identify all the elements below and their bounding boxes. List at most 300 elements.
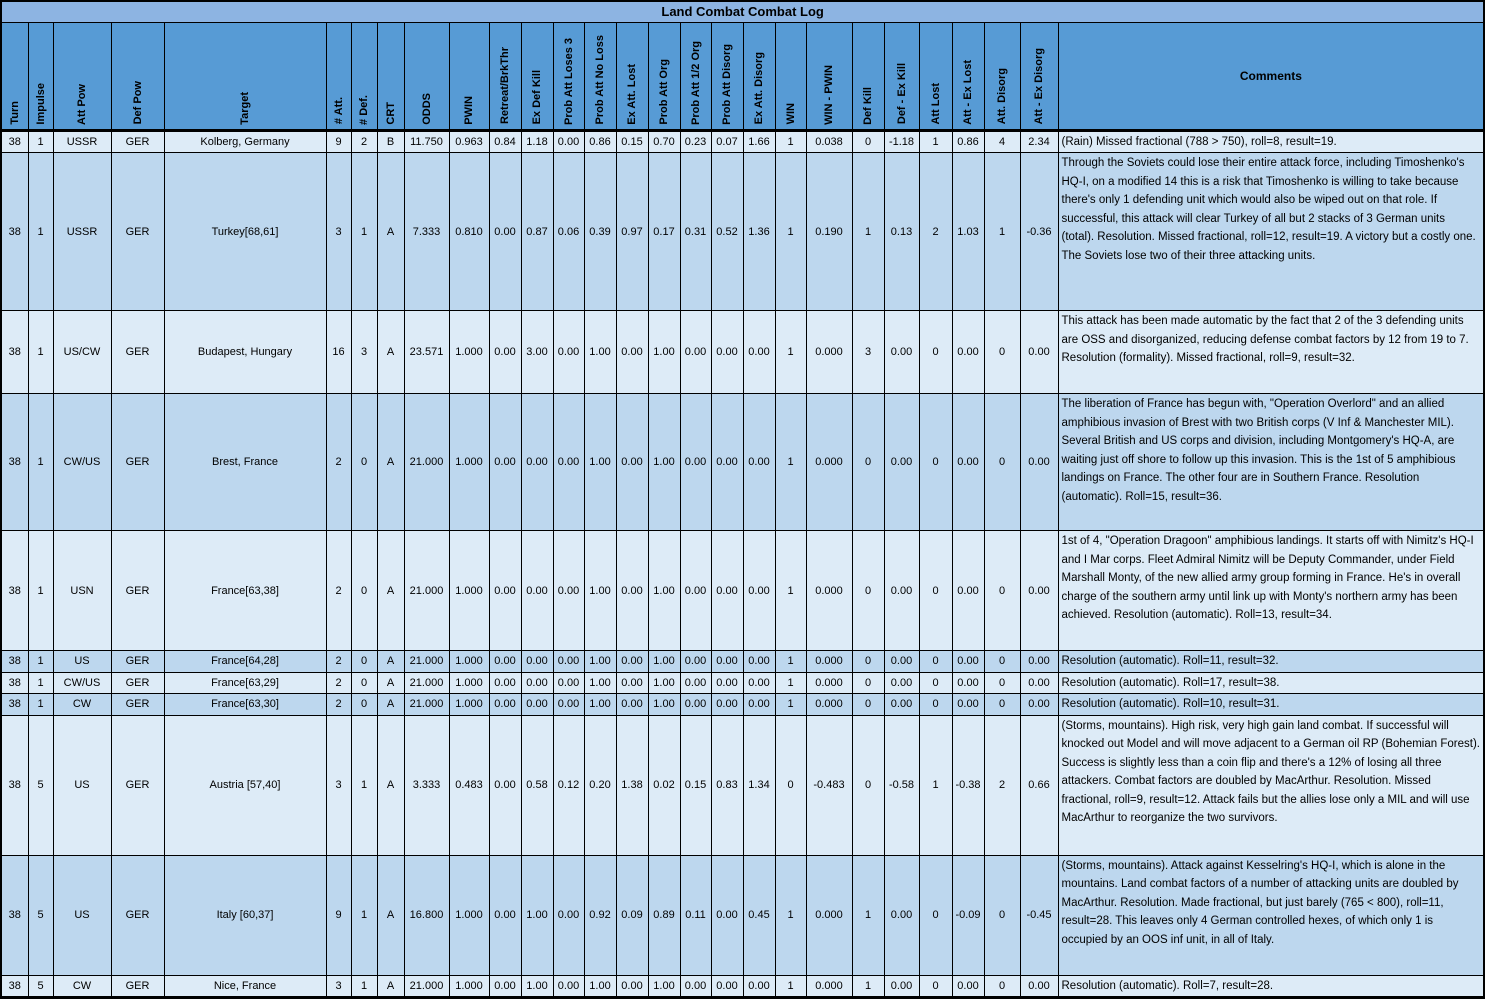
cell-def-pow[interactable]: GER: [111, 975, 164, 998]
cell-prob-att-org[interactable]: 1.00: [648, 672, 680, 694]
cell-att-pow[interactable]: USN: [53, 531, 111, 651]
cell-retreat-brkthr[interactable]: 0.00: [489, 651, 521, 673]
cell-num-def[interactable]: 1: [351, 715, 377, 855]
cell-att-disorg[interactable]: 2: [984, 715, 1020, 855]
cell-impulse[interactable]: 5: [28, 855, 53, 975]
cell-win-minus-pwin[interactable]: -0.483: [806, 715, 852, 855]
cell-att-disorg[interactable]: 0: [984, 394, 1020, 531]
cell-att-pow[interactable]: US: [53, 855, 111, 975]
cell-prob-att-half-org[interactable]: 0.15: [680, 715, 711, 855]
cell-win-minus-pwin[interactable]: 0.000: [806, 855, 852, 975]
cell-prob-att-disorg[interactable]: 0.00: [711, 651, 743, 673]
cell-num-att[interactable]: 3: [326, 975, 351, 998]
cell-att-pow[interactable]: CW/US: [53, 394, 111, 531]
cell-prob-att-org[interactable]: 0.70: [648, 130, 680, 153]
cell-pwin[interactable]: 1.000: [449, 855, 489, 975]
cell-att-pow[interactable]: CW: [53, 694, 111, 716]
cell-num-att[interactable]: 2: [326, 394, 351, 531]
cell-crt[interactable]: A: [377, 153, 404, 311]
cell-num-att[interactable]: 2: [326, 672, 351, 694]
cell-ex-att-disorg[interactable]: 0.00: [743, 311, 775, 394]
cell-impulse[interactable]: 1: [28, 672, 53, 694]
cell-att-minus-ex-lost[interactable]: 0.86: [952, 130, 984, 153]
cell-target[interactable]: Brest, France: [164, 394, 326, 531]
cell-att-lost[interactable]: 0: [919, 311, 952, 394]
cell-att-pow[interactable]: US/CW: [53, 311, 111, 394]
cell-def-minus-ex-kill[interactable]: -1.18: [884, 130, 919, 153]
cell-win-minus-pwin[interactable]: 0.000: [806, 651, 852, 673]
cell-win[interactable]: 1: [775, 531, 806, 651]
cell-def-kill[interactable]: 0: [852, 694, 884, 716]
cell-prob-att-loses-3[interactable]: 0.06: [553, 153, 584, 311]
cell-prob-att-loses-3[interactable]: 0.00: [553, 694, 584, 716]
cell-win[interactable]: 1: [775, 130, 806, 153]
cell-impulse[interactable]: 1: [28, 394, 53, 531]
cell-prob-att-half-org[interactable]: 0.00: [680, 394, 711, 531]
cell-odds[interactable]: 21.000: [404, 672, 449, 694]
cell-crt[interactable]: A: [377, 672, 404, 694]
cell-num-def[interactable]: 2: [351, 130, 377, 153]
cell-win[interactable]: 0: [775, 715, 806, 855]
cell-crt[interactable]: A: [377, 715, 404, 855]
cell-retreat-brkthr[interactable]: 0.00: [489, 975, 521, 998]
cell-pwin[interactable]: 1.000: [449, 672, 489, 694]
cell-att-lost[interactable]: 1: [919, 715, 952, 855]
cell-num-def[interactable]: 0: [351, 694, 377, 716]
cell-ex-def-kill[interactable]: 0.00: [521, 694, 553, 716]
cell-num-att[interactable]: 3: [326, 153, 351, 311]
cell-crt[interactable]: A: [377, 531, 404, 651]
cell-ex-def-kill[interactable]: 1.00: [521, 855, 553, 975]
cell-prob-att-half-org[interactable]: 0.00: [680, 975, 711, 998]
cell-crt[interactable]: A: [377, 975, 404, 998]
cell-pwin[interactable]: 1.000: [449, 311, 489, 394]
cell-def-minus-ex-kill[interactable]: 0.00: [884, 394, 919, 531]
cell-odds[interactable]: 21.000: [404, 394, 449, 531]
cell-def-minus-ex-kill[interactable]: 0.00: [884, 651, 919, 673]
cell-att-minus-ex-lost[interactable]: 0.00: [952, 672, 984, 694]
cell-prob-att-no-loss[interactable]: 1.00: [584, 975, 616, 998]
cell-win[interactable]: 1: [775, 153, 806, 311]
cell-att-minus-ex-lost[interactable]: 0.00: [952, 531, 984, 651]
cell-def-minus-ex-kill[interactable]: -0.58: [884, 715, 919, 855]
cell-prob-att-org[interactable]: 1.00: [648, 975, 680, 998]
cell-def-kill[interactable]: 0: [852, 672, 884, 694]
cell-att-pow[interactable]: USSR: [53, 153, 111, 311]
cell-win[interactable]: 1: [775, 394, 806, 531]
cell-retreat-brkthr[interactable]: 0.00: [489, 311, 521, 394]
cell-att-pow[interactable]: CW: [53, 975, 111, 998]
cell-odds[interactable]: 21.000: [404, 975, 449, 998]
cell-def-kill[interactable]: 1: [852, 855, 884, 975]
cell-turn[interactable]: 38: [1, 394, 28, 531]
cell-prob-att-org[interactable]: 0.17: [648, 153, 680, 311]
cell-num-def[interactable]: 1: [351, 855, 377, 975]
cell-def-pow[interactable]: GER: [111, 394, 164, 531]
cell-num-att[interactable]: 2: [326, 651, 351, 673]
cell-prob-att-half-org[interactable]: 0.00: [680, 694, 711, 716]
cell-prob-att-loses-3[interactable]: 0.00: [553, 531, 584, 651]
cell-att-disorg[interactable]: 0: [984, 531, 1020, 651]
cell-ex-att-lost[interactable]: 0.00: [616, 694, 648, 716]
cell-def-pow[interactable]: GER: [111, 694, 164, 716]
cell-odds[interactable]: 11.750: [404, 130, 449, 153]
cell-att-lost[interactable]: 0: [919, 855, 952, 975]
cell-pwin[interactable]: 1.000: [449, 651, 489, 673]
cell-crt[interactable]: A: [377, 694, 404, 716]
cell-comments[interactable]: The liberation of France has begun with, "Operation Overlord" and an allied amphibious invasion of Brest with two British corps (V Inf & Manchester MIL). Several British and US corps and division, including Montgomery's HQ-A, are waiting just off shore to follow up this invasion. This is the 1st of 5 amphibious landings on France. The other four are in Southern France. Resolution (automatic). Roll=15, result=36.: [1058, 394, 1484, 531]
cell-turn[interactable]: 38: [1, 855, 28, 975]
cell-att-disorg[interactable]: 1: [984, 153, 1020, 311]
cell-att-minus-ex-disorg[interactable]: 0.00: [1020, 651, 1058, 673]
cell-prob-att-disorg[interactable]: 0.07: [711, 130, 743, 153]
cell-win-minus-pwin[interactable]: 0.000: [806, 694, 852, 716]
cell-att-minus-ex-lost[interactable]: 1.03: [952, 153, 984, 311]
cell-target[interactable]: Austria [57,40]: [164, 715, 326, 855]
cell-ex-def-kill[interactable]: 0.87: [521, 153, 553, 311]
cell-att-minus-ex-disorg[interactable]: 0.00: [1020, 694, 1058, 716]
cell-turn[interactable]: 38: [1, 531, 28, 651]
cell-turn[interactable]: 38: [1, 672, 28, 694]
cell-pwin[interactable]: 0.963: [449, 130, 489, 153]
cell-def-kill[interactable]: 0: [852, 715, 884, 855]
cell-prob-att-half-org[interactable]: 0.00: [680, 311, 711, 394]
cell-def-pow[interactable]: GER: [111, 855, 164, 975]
cell-impulse[interactable]: 5: [28, 715, 53, 855]
cell-ex-att-disorg[interactable]: 0.00: [743, 672, 775, 694]
cell-num-def[interactable]: 0: [351, 394, 377, 531]
cell-prob-att-half-org[interactable]: 0.23: [680, 130, 711, 153]
cell-turn[interactable]: 38: [1, 130, 28, 153]
cell-prob-att-no-loss[interactable]: 1.00: [584, 394, 616, 531]
cell-def-pow[interactable]: GER: [111, 715, 164, 855]
cell-prob-att-no-loss[interactable]: 1.00: [584, 651, 616, 673]
cell-num-att[interactable]: 16: [326, 311, 351, 394]
cell-att-pow[interactable]: US: [53, 651, 111, 673]
cell-retreat-brkthr[interactable]: 0.00: [489, 394, 521, 531]
cell-prob-att-no-loss[interactable]: 0.92: [584, 855, 616, 975]
cell-win-minus-pwin[interactable]: 0.000: [806, 975, 852, 998]
cell-def-minus-ex-kill[interactable]: 0.00: [884, 975, 919, 998]
cell-prob-att-loses-3[interactable]: 0.00: [553, 855, 584, 975]
cell-att-minus-ex-lost[interactable]: -0.09: [952, 855, 984, 975]
cell-att-minus-ex-disorg[interactable]: -0.36: [1020, 153, 1058, 311]
cell-att-pow[interactable]: CW/US: [53, 672, 111, 694]
cell-att-minus-ex-disorg[interactable]: 0.00: [1020, 394, 1058, 531]
cell-att-lost[interactable]: 0: [919, 394, 952, 531]
cell-num-def[interactable]: 3: [351, 311, 377, 394]
cell-def-pow[interactable]: GER: [111, 672, 164, 694]
cell-pwin[interactable]: 0.483: [449, 715, 489, 855]
cell-prob-att-no-loss[interactable]: 0.20: [584, 715, 616, 855]
cell-comments[interactable]: (Storms, mountains). Attack against Kesselring's HQ-I, which is alone in the mountains. Land combat factors of a number of attacking units are doubled by MacArthur. Resolution. Made fractional, but just barely (765 < 800), roll=11, result=28. This leaves only 4 German controlled hexes, of which only 1 is occupied by an OOS inf unit, in all of Italy.: [1058, 855, 1484, 975]
cell-att-minus-ex-disorg[interactable]: 0.00: [1020, 975, 1058, 998]
cell-prob-att-loses-3[interactable]: 0.12: [553, 715, 584, 855]
cell-crt[interactable]: A: [377, 651, 404, 673]
cell-prob-att-org[interactable]: 1.00: [648, 531, 680, 651]
cell-target[interactable]: France[63,30]: [164, 694, 326, 716]
cell-att-lost[interactable]: 0: [919, 672, 952, 694]
cell-retreat-brkthr[interactable]: 0.84: [489, 130, 521, 153]
cell-num-def[interactable]: 0: [351, 651, 377, 673]
cell-prob-att-disorg[interactable]: 0.00: [711, 855, 743, 975]
cell-att-minus-ex-disorg[interactable]: 0.00: [1020, 531, 1058, 651]
cell-prob-att-loses-3[interactable]: 0.00: [553, 130, 584, 153]
cell-target[interactable]: France[63,38]: [164, 531, 326, 651]
cell-prob-att-no-loss[interactable]: 1.00: [584, 531, 616, 651]
cell-win[interactable]: 1: [775, 975, 806, 998]
cell-prob-att-org[interactable]: 1.00: [648, 651, 680, 673]
cell-prob-att-org[interactable]: 1.00: [648, 394, 680, 531]
cell-prob-att-disorg[interactable]: 0.52: [711, 153, 743, 311]
cell-prob-att-disorg[interactable]: 0.83: [711, 715, 743, 855]
cell-retreat-brkthr[interactable]: 0.00: [489, 153, 521, 311]
cell-prob-att-loses-3[interactable]: 0.00: [553, 672, 584, 694]
cell-comments[interactable]: Resolution (automatic). Roll=17, result=38.: [1058, 672, 1484, 694]
cell-target[interactable]: France[63,29]: [164, 672, 326, 694]
cell-odds[interactable]: 7.333: [404, 153, 449, 311]
cell-att-disorg[interactable]: 0: [984, 694, 1020, 716]
cell-retreat-brkthr[interactable]: 0.00: [489, 715, 521, 855]
cell-turn[interactable]: 38: [1, 694, 28, 716]
cell-def-minus-ex-kill[interactable]: 0.00: [884, 855, 919, 975]
cell-def-kill[interactable]: 0: [852, 394, 884, 531]
cell-ex-att-disorg[interactable]: 0.00: [743, 394, 775, 531]
cell-att-minus-ex-disorg[interactable]: 2.34: [1020, 130, 1058, 153]
cell-ex-att-lost[interactable]: 0.00: [616, 394, 648, 531]
cell-ex-def-kill[interactable]: 0.00: [521, 651, 553, 673]
cell-impulse[interactable]: 5: [28, 975, 53, 998]
cell-prob-att-loses-3[interactable]: 0.00: [553, 651, 584, 673]
cell-def-pow[interactable]: GER: [111, 130, 164, 153]
cell-prob-att-no-loss[interactable]: 0.86: [584, 130, 616, 153]
cell-ex-def-kill[interactable]: 0.00: [521, 672, 553, 694]
cell-prob-att-disorg[interactable]: 0.00: [711, 694, 743, 716]
cell-win-minus-pwin[interactable]: 0.000: [806, 311, 852, 394]
cell-odds[interactable]: 16.800: [404, 855, 449, 975]
cell-ex-att-lost[interactable]: 0.09: [616, 855, 648, 975]
cell-impulse[interactable]: 1: [28, 651, 53, 673]
cell-prob-att-disorg[interactable]: 0.00: [711, 672, 743, 694]
cell-ex-att-lost[interactable]: 0.00: [616, 672, 648, 694]
cell-prob-att-loses-3[interactable]: 0.00: [553, 394, 584, 531]
cell-att-disorg[interactable]: 4: [984, 130, 1020, 153]
cell-prob-att-half-org[interactable]: 0.11: [680, 855, 711, 975]
cell-ex-att-lost[interactable]: 0.00: [616, 531, 648, 651]
cell-def-pow[interactable]: GER: [111, 311, 164, 394]
cell-num-att[interactable]: 9: [326, 130, 351, 153]
cell-att-lost[interactable]: 0: [919, 694, 952, 716]
cell-impulse[interactable]: 1: [28, 153, 53, 311]
cell-win-minus-pwin[interactable]: 0.000: [806, 394, 852, 531]
cell-win[interactable]: 1: [775, 651, 806, 673]
cell-ex-att-lost[interactable]: 0.15: [616, 130, 648, 153]
cell-ex-att-disorg[interactable]: 1.34: [743, 715, 775, 855]
cell-prob-att-disorg[interactable]: 0.00: [711, 311, 743, 394]
cell-def-kill[interactable]: 1: [852, 975, 884, 998]
cell-def-pow[interactable]: GER: [111, 153, 164, 311]
cell-crt[interactable]: A: [377, 311, 404, 394]
cell-ex-att-disorg[interactable]: 1.36: [743, 153, 775, 311]
cell-win[interactable]: 1: [775, 672, 806, 694]
cell-ex-def-kill[interactable]: 1.18: [521, 130, 553, 153]
cell-num-def[interactable]: 0: [351, 672, 377, 694]
cell-retreat-brkthr[interactable]: 0.00: [489, 694, 521, 716]
cell-att-lost[interactable]: 0: [919, 651, 952, 673]
cell-prob-att-half-org[interactable]: 0.00: [680, 672, 711, 694]
cell-odds[interactable]: 21.000: [404, 531, 449, 651]
cell-ex-def-kill[interactable]: 1.00: [521, 975, 553, 998]
cell-ex-att-lost[interactable]: 0.97: [616, 153, 648, 311]
cell-target[interactable]: France[64,28]: [164, 651, 326, 673]
cell-impulse[interactable]: 1: [28, 694, 53, 716]
cell-turn[interactable]: 38: [1, 715, 28, 855]
cell-def-minus-ex-kill[interactable]: 0.00: [884, 311, 919, 394]
cell-num-att[interactable]: 3: [326, 715, 351, 855]
cell-target[interactable]: Italy [60,37]: [164, 855, 326, 975]
cell-pwin[interactable]: 1.000: [449, 394, 489, 531]
cell-odds[interactable]: 23.571: [404, 311, 449, 394]
cell-def-minus-ex-kill[interactable]: 0.00: [884, 531, 919, 651]
cell-win-minus-pwin[interactable]: 0.038: [806, 130, 852, 153]
cell-comments[interactable]: This attack has been made automatic by the fact that 2 of the 3 defending units are OSS and disorganized, reducing defense combat factors by 12 from 19 to 7. Resolution (formality). Missed fractional, roll=9, result=32.: [1058, 311, 1484, 394]
cell-att-disorg[interactable]: 0: [984, 651, 1020, 673]
cell-prob-att-loses-3[interactable]: 0.00: [553, 975, 584, 998]
cell-target[interactable]: Budapest, Hungary: [164, 311, 326, 394]
cell-pwin[interactable]: 1.000: [449, 531, 489, 651]
cell-ex-att-lost[interactable]: 0.00: [616, 975, 648, 998]
cell-turn[interactable]: 38: [1, 153, 28, 311]
cell-prob-att-org[interactable]: 0.89: [648, 855, 680, 975]
cell-def-kill[interactable]: 3: [852, 311, 884, 394]
cell-odds[interactable]: 3.333: [404, 715, 449, 855]
cell-ex-def-kill[interactable]: 0.00: [521, 531, 553, 651]
cell-comments[interactable]: 1st of 4, "Operation Dragoon" amphibious landings. It starts off with Nimitz's HQ-I and I Mar corps. Fleet Admiral Nimitz will be Deputy Commander, under Field Marshall Monty, of the new allied army group forming in France. He's in overall charge of the southern army until link up with Monty's northern army has been achieved. Resolution (automatic). Roll=13, result=34.: [1058, 531, 1484, 651]
cell-prob-att-disorg[interactable]: 0.00: [711, 394, 743, 531]
cell-prob-att-org[interactable]: 0.02: [648, 715, 680, 855]
cell-att-pow[interactable]: USSR: [53, 130, 111, 153]
cell-att-minus-ex-lost[interactable]: 0.00: [952, 311, 984, 394]
cell-att-minus-ex-lost[interactable]: 0.00: [952, 975, 984, 998]
cell-prob-att-no-loss[interactable]: 1.00: [584, 694, 616, 716]
cell-retreat-brkthr[interactable]: 0.00: [489, 531, 521, 651]
cell-prob-att-disorg[interactable]: 0.00: [711, 975, 743, 998]
cell-comments[interactable]: Resolution (automatic). Roll=10, result=31.: [1058, 694, 1484, 716]
cell-ex-def-kill[interactable]: 0.58: [521, 715, 553, 855]
cell-win-minus-pwin[interactable]: 0.190: [806, 153, 852, 311]
cell-att-minus-ex-disorg[interactable]: -0.45: [1020, 855, 1058, 975]
cell-num-att[interactable]: 2: [326, 531, 351, 651]
cell-att-lost[interactable]: 2: [919, 153, 952, 311]
cell-def-kill[interactable]: 0: [852, 130, 884, 153]
cell-def-pow[interactable]: GER: [111, 531, 164, 651]
cell-ex-att-lost[interactable]: 0.00: [616, 651, 648, 673]
cell-turn[interactable]: 38: [1, 311, 28, 394]
cell-prob-att-org[interactable]: 1.00: [648, 311, 680, 394]
cell-att-minus-ex-disorg[interactable]: 0.66: [1020, 715, 1058, 855]
cell-ex-att-disorg[interactable]: 0.00: [743, 531, 775, 651]
cell-prob-att-half-org[interactable]: 0.00: [680, 651, 711, 673]
cell-comments[interactable]: (Storms, mountains). High risk, very high gain land combat. If successful will knocked out Model and will move adjacent to a German oil RP (Bohemian Forest). Success is slightly less than a coin flip and there's a 12% of losing all three attackers. Combat factors are doubled by MacArthur. Resolution. Missed fractional, roll=9, result=12. Attack fails but the allies lose only a MIL and will use MacArthur to reorganize the two survivors.: [1058, 715, 1484, 855]
cell-def-pow[interactable]: GER: [111, 651, 164, 673]
cell-target[interactable]: Kolberg, Germany: [164, 130, 326, 153]
cell-win[interactable]: 1: [775, 855, 806, 975]
cell-num-def[interactable]: 1: [351, 975, 377, 998]
cell-win[interactable]: 1: [775, 694, 806, 716]
cell-retreat-brkthr[interactable]: 0.00: [489, 672, 521, 694]
cell-turn[interactable]: 38: [1, 651, 28, 673]
cell-win-minus-pwin[interactable]: 0.000: [806, 531, 852, 651]
cell-target[interactable]: Nice, France: [164, 975, 326, 998]
cell-retreat-brkthr[interactable]: 0.00: [489, 855, 521, 975]
cell-att-lost[interactable]: 1: [919, 130, 952, 153]
cell-prob-att-loses-3[interactable]: 0.00: [553, 311, 584, 394]
cell-num-def[interactable]: 1: [351, 153, 377, 311]
cell-crt[interactable]: B: [377, 130, 404, 153]
cell-att-lost[interactable]: 0: [919, 975, 952, 998]
cell-att-minus-ex-disorg[interactable]: 0.00: [1020, 311, 1058, 394]
cell-odds[interactable]: 21.000: [404, 651, 449, 673]
cell-prob-att-half-org[interactable]: 0.31: [680, 153, 711, 311]
cell-att-pow[interactable]: US: [53, 715, 111, 855]
cell-ex-def-kill[interactable]: 3.00: [521, 311, 553, 394]
cell-att-minus-ex-lost[interactable]: 0.00: [952, 694, 984, 716]
cell-comments[interactable]: Resolution (automatic). Roll=7, result=28.: [1058, 975, 1484, 998]
cell-att-minus-ex-lost[interactable]: -0.38: [952, 715, 984, 855]
cell-ex-att-disorg[interactable]: 0.45: [743, 855, 775, 975]
cell-ex-att-disorg[interactable]: 0.00: [743, 694, 775, 716]
cell-att-disorg[interactable]: 0: [984, 672, 1020, 694]
cell-num-def[interactable]: 0: [351, 531, 377, 651]
cell-comments[interactable]: Through the Soviets could lose their entire attack force, including Timoshenko's HQ-I, on a modified 14 this is a risk that Timoshenko is willing to take because there's only 1 defending unit which would also be wiped out on that role. If successful, this attack will clear Turkey of all but 2 stacks of 3 German units (total). Resolution. Missed fractional, roll=12, result=19. A victory but a costly one. The Soviets lose two of their three attacking units.: [1058, 153, 1484, 311]
cell-def-minus-ex-kill[interactable]: 0.00: [884, 694, 919, 716]
cell-odds[interactable]: 21.000: [404, 694, 449, 716]
cell-comments[interactable]: (Rain) Missed fractional (788 > 750), roll=8, result=19.: [1058, 130, 1484, 153]
cell-att-minus-ex-lost[interactable]: 0.00: [952, 394, 984, 531]
cell-prob-att-org[interactable]: 1.00: [648, 694, 680, 716]
cell-ex-def-kill[interactable]: 0.00: [521, 394, 553, 531]
cell-num-att[interactable]: 9: [326, 855, 351, 975]
cell-turn[interactable]: 38: [1, 975, 28, 998]
cell-att-disorg[interactable]: 0: [984, 311, 1020, 394]
cell-crt[interactable]: A: [377, 394, 404, 531]
cell-ex-att-lost[interactable]: 0.00: [616, 311, 648, 394]
cell-att-lost[interactable]: 0: [919, 531, 952, 651]
cell-pwin[interactable]: 1.000: [449, 694, 489, 716]
cell-att-minus-ex-lost[interactable]: 0.00: [952, 651, 984, 673]
cell-win[interactable]: 1: [775, 311, 806, 394]
cell-att-disorg[interactable]: 0: [984, 855, 1020, 975]
cell-def-minus-ex-kill[interactable]: 0.00: [884, 672, 919, 694]
cell-pwin[interactable]: 0.810: [449, 153, 489, 311]
cell-crt[interactable]: A: [377, 855, 404, 975]
cell-def-kill[interactable]: 1: [852, 153, 884, 311]
cell-impulse[interactable]: 1: [28, 531, 53, 651]
cell-att-disorg[interactable]: 0: [984, 975, 1020, 998]
cell-impulse[interactable]: 1: [28, 311, 53, 394]
cell-comments[interactable]: Resolution (automatic). Roll=11, result=32.: [1058, 651, 1484, 673]
cell-prob-att-no-loss[interactable]: 1.00: [584, 311, 616, 394]
cell-pwin[interactable]: 1.000: [449, 975, 489, 998]
cell-prob-att-half-org[interactable]: 0.00: [680, 531, 711, 651]
cell-def-minus-ex-kill[interactable]: 0.13: [884, 153, 919, 311]
cell-num-att[interactable]: 2: [326, 694, 351, 716]
cell-prob-att-disorg[interactable]: 0.00: [711, 531, 743, 651]
cell-win-minus-pwin[interactable]: 0.000: [806, 672, 852, 694]
cell-def-kill[interactable]: 0: [852, 531, 884, 651]
cell-ex-att-lost[interactable]: 1.38: [616, 715, 648, 855]
cell-impulse[interactable]: 1: [28, 130, 53, 153]
